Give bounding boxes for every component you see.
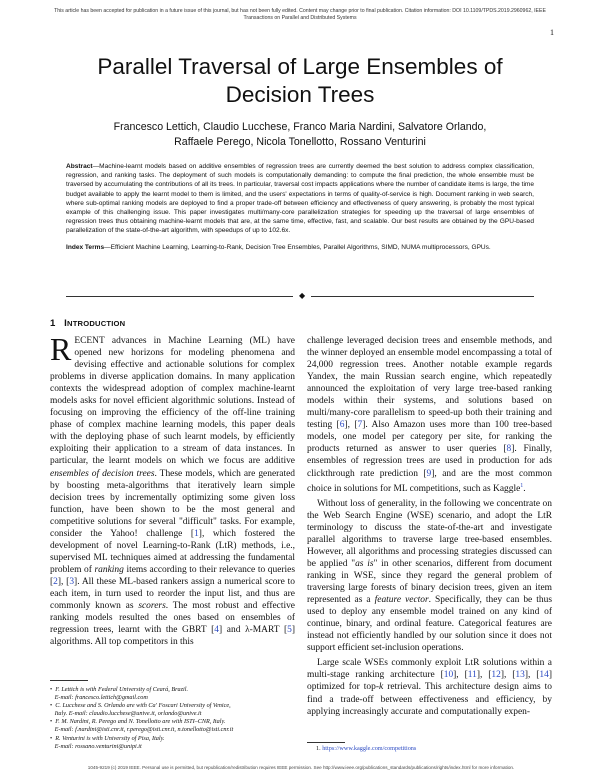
- title-line-1: Parallel Traversal of Large Ensembles of: [97, 54, 503, 79]
- affiliation-2: • C. Lucchese and S. Orlando are with Ca' Foscari University of Venice, Italy. E-mail: claudio.lucchese@unive.it, orlando@unive.it: [50, 702, 231, 718]
- citation-link[interactable]: 12: [491, 670, 501, 681]
- drop-cap: R: [50, 331, 72, 367]
- abstract-text: —Machine-learnt models based on additive ensembles of regression trees are currently deemed the best solution to address complex classification, regression, and ranking tasks. The deployment of such models is computationally demanding: to compute the final prediction, the whole ensemble must be traversed by accumulating the contributions of all its trees. In particular, traversal cost impacts applications where the number of candidate items is large, the time budget available to apply the learnt model to them is limited, and the users' expectations in terms of quality-of-service is high. Document ranking in web search, where sub-optimal ranking models are deployed to find a proper trade-off between efficiency and effectiveness of query answering, is probably the most typical example of this challenging issue. This paper investigates multi/many-core parallelization strategies for speeding up the traversal of large ensembles of regression trees thus obtaining machine-learnt models that are, at the same time, effective, fast, and scalable. Our best results are obtained by the GPU-based parallelization of the state-of-the-art algorithm, with speedups of up to 102.6x.: [66, 163, 534, 235]
- abstract-paragraph: [66, 162, 534, 236]
- text-run: . The most robust and effective ranking models resulted the ones based on ensembles of regression trees, learnt with the GBRT [: [50, 601, 295, 636]
- index-terms-label: Index Terms: [66, 243, 105, 251]
- text-run: . These models, which are generated by boosting meta-algorithms that iteratively learn simple decision trees by incrementally optimizing some given loss function, have been shown to be the most general and competitive solutions for several "difficult" tasks. For example, consider the Yahoo! challenge [: [50, 468, 296, 539]
- text-run: " in other scenarios, different from document ranking in WSE, since they regard the general problem of traversing large forests of binary decision trees, given an item represented as a: [307, 558, 553, 606]
- citation-link[interactable]: 4: [214, 625, 219, 636]
- text-run: ], [: [500, 670, 516, 681]
- affiliation-email: E-mail: f.nardini@isti.cnr.it, r.perego@isti.cnr.it, n.tonellotto@isti.cnr.it: [54, 726, 234, 734]
- citation-link[interactable]: 5: [287, 625, 292, 636]
- index-terms: [66, 243, 534, 252]
- authors-line-2: Raffaele Perego, Nicola Tonellotto, Rossano Venturini: [174, 135, 426, 148]
- affiliation-text: C. Lucchese and S. Orlando are with Ca' Foscari University of Venice,: [55, 702, 231, 710]
- author-list: [40, 120, 560, 149]
- text-run: advances in Machine Learning (ML) have opened new horizons for modeling phenomena and devising effective and actionable solutions for complex problems in diverse application domains. In many application contexts the widespread adoption of complex machine-learnt models asks for novel efficient algorithmic solutions. Instead of focusing on improving the efficiency of the off-line training phase of complex machine learning models, this paper deals with the deploying phase of such learnt models, by efficiently exploiting their application to a stream of data instances. In particular, the learnt models on which we focus are additive: [50, 336, 295, 467]
- citation-link[interactable]: 9: [426, 468, 432, 479]
- citation-link[interactable]: 1: [194, 528, 199, 539]
- text-run: ], [: [57, 576, 70, 587]
- affiliation-1: • F. Lettich is with Federal University of Ceará, Brazil. E-mail: francesco.lettich@gmail.com: [50, 686, 189, 702]
- notice-line-1: This article has been accepted for publication in a future issue of this journal, but has not been fully edited. Content may change prior to final publication. Citation information: DOI 10.1109/TPDS.2019.2960962, IEEE: [54, 8, 546, 14]
- section-title-initial: I: [64, 318, 68, 329]
- text-run: Without loss of generality, in the following we concentrate on the Web Search Engine (WSE) scenario, and adopt the LtR terminology to discuss the state-of-the-art and investigate parallel algorithms to traverse large tree-based ensembles. However, all algorithms and processing strategies discussed can be applied ": [307, 498, 552, 569]
- page-number: 1: [550, 28, 554, 37]
- text-run: items according to their relevance to queries [: [50, 564, 296, 587]
- text-run: ]. Finally, ensembles of regression trees are used in production for ads clickthrough rate prediction [: [307, 444, 552, 479]
- footnote-marker[interactable]: 1: [520, 482, 524, 489]
- text-run: ] optimized for top-: [307, 670, 552, 693]
- affiliation-text: F. M. Nardini, R. Perego and N. Tonellotto are with ISTI–CNR, Italy.: [55, 718, 226, 726]
- emphasis-text: as is: [355, 558, 374, 569]
- intro-paragraph-3: [307, 657, 552, 717]
- left-column: [50, 331, 296, 648]
- text-run: .: [523, 483, 526, 494]
- copyright-line: 1045-9219 (c) 2019 IEEE. Personal use is permitted, but republication/redistribution requires IEEE permission. See http://www.ieee.org/publications_standards/publications/rights/index.html for more information.: [87, 765, 515, 770]
- text-run: . Specifically, they can be thus used to deploy any ensemble model trained on any kind of continue, binary, and ordinal feature. Categorical features are instead not efficiently handled by our solution since it does not support efficient set-inclusion operations.: [307, 595, 552, 654]
- opening-word: ECENT: [74, 336, 105, 346]
- text-run: ] algorithms. All top competitors in this: [50, 625, 295, 648]
- footnote-rule-right: [307, 742, 345, 743]
- index-terms-text: —Efficient Machine Learning, Learning-to-Rank, Decision Tree Ensembles, Parallel Algorithms, SIMD, NUMA multiprocessors, GPUs.: [104, 243, 491, 251]
- text-run: ], which fostered the development of novel Learning-to-Rank (LtR) methods, i.e., supervised ML techniques aimed at addressing the fundamental problem of: [50, 528, 295, 575]
- affiliation-email: Italy. E-mail: claudio.lucchese@unive.it, orlando@unive.it: [54, 710, 202, 718]
- text-run: challenge leveraged decision trees and ensemble methods, and the winner deployed an ensemble model encompassing a total of 24,000 regression trees. Another notable example regards Yandex, the main Russian search engine, which repeatedly announced the exploitation of very large tree-based ranking models within their systems, and solutions based on multi/many-core parallelism to speed-up both their training and testing [: [307, 336, 552, 431]
- citation-link[interactable]: 10: [443, 670, 454, 681]
- emphasis-text: feature vector: [374, 595, 429, 606]
- section-number: 1: [50, 318, 56, 329]
- kaggle-url-link[interactable]: https://www.kaggle.com/competitions: [322, 745, 417, 752]
- intro-paragraph-2: [307, 498, 552, 655]
- citation-link[interactable]: 2: [53, 576, 58, 587]
- affiliation-footnotes: [50, 686, 298, 751]
- emphasis-text: ranking: [94, 564, 124, 575]
- footnote-number: 1.: [316, 745, 321, 752]
- citation-link[interactable]: 3: [69, 576, 75, 587]
- intro-paragraph-1-cont: [307, 335, 552, 495]
- section-title-rest: NTRODUCTION: [67, 319, 126, 328]
- text-run: ] and λ-MART [: [218, 625, 288, 636]
- section-heading: [50, 318, 125, 329]
- right-column: [307, 335, 552, 718]
- text-run: ], [: [344, 420, 358, 431]
- text-run: ], [: [524, 670, 540, 681]
- text-run: Large scale WSEs commonly exploit LtR solutions within a multi-stage ranking architecture [: [307, 658, 552, 681]
- text-run: ]. Also Amazon uses more than 100 tree-based models, one model per category per site, for ranking the products returned as answer to user queries [: [307, 420, 552, 455]
- emphasis-text: k: [378, 682, 384, 693]
- publication-notice: [18, 8, 582, 21]
- affiliation-text: F. Lettich is with Federal University of Ceará, Brazil.: [55, 686, 189, 693]
- affiliation-text: R. Venturini is with University of Pisa, Italy.: [55, 734, 165, 742]
- footnote-rule: [50, 680, 88, 681]
- title-line-2: Decision Trees: [225, 82, 375, 107]
- citation-link[interactable]: 6: [339, 420, 345, 431]
- affiliation-email: E-mail: rossano.venturini@unipi.it: [54, 742, 142, 750]
- text-run: ], [: [476, 670, 492, 681]
- citation-link[interactable]: 8: [506, 444, 512, 455]
- citation-link[interactable]: 14: [539, 670, 549, 681]
- citation-link[interactable]: 7: [357, 420, 363, 431]
- authors-line-1: Francesco Lettich, Claudio Lucchese, Franco Maria Nardini, Salvatore Orlando,: [113, 121, 487, 133]
- citation-link[interactable]: 13: [515, 670, 525, 681]
- text-run: ]. All these ML-based rankers assign a numerical score to each item, in turn used to reorder the input list, and thus are commonly known as: [50, 576, 295, 612]
- intro-paragraph-1: [50, 331, 296, 648]
- text-run: retrieval. This architecture design aims to find a trade-off between effectiveness and efficiency, by applying increasingly accurate and computationally expen-: [307, 682, 552, 717]
- emphasis-text: scorers: [138, 601, 166, 612]
- affiliation-email: E-mail: francesco.lettich@gmail.com: [54, 694, 148, 702]
- divider-diamond: ◆: [293, 292, 311, 300]
- kaggle-footnote: [316, 745, 416, 753]
- text-run: ], and are the most common choice in solutions for ML competitions, such as Kaggle: [307, 468, 552, 494]
- citation-link[interactable]: 11: [467, 670, 477, 681]
- abstract-block: [66, 162, 534, 252]
- affiliation-3: • F. M. Nardini, R. Perego and N. Tonellotto are with ISTI–CNR, Italy. E-mail: f.nardini@isti.cnr.it, r.perego@isti.cnr.it, n.tonellotto@isti.cnr.it: [50, 718, 234, 734]
- text-run: ], [: [453, 670, 468, 681]
- abstract-label: Abstract: [66, 163, 93, 170]
- paper-title: [40, 53, 560, 109]
- affiliation-4: • R. Venturini is with University of Pisa, Italy. E-mail: rossano.venturini@unipi.it: [50, 734, 165, 750]
- notice-line-2: Transactions on Parallel and Distributed Systems: [243, 14, 357, 21]
- emphasis-text: ensembles of decision trees: [50, 468, 155, 479]
